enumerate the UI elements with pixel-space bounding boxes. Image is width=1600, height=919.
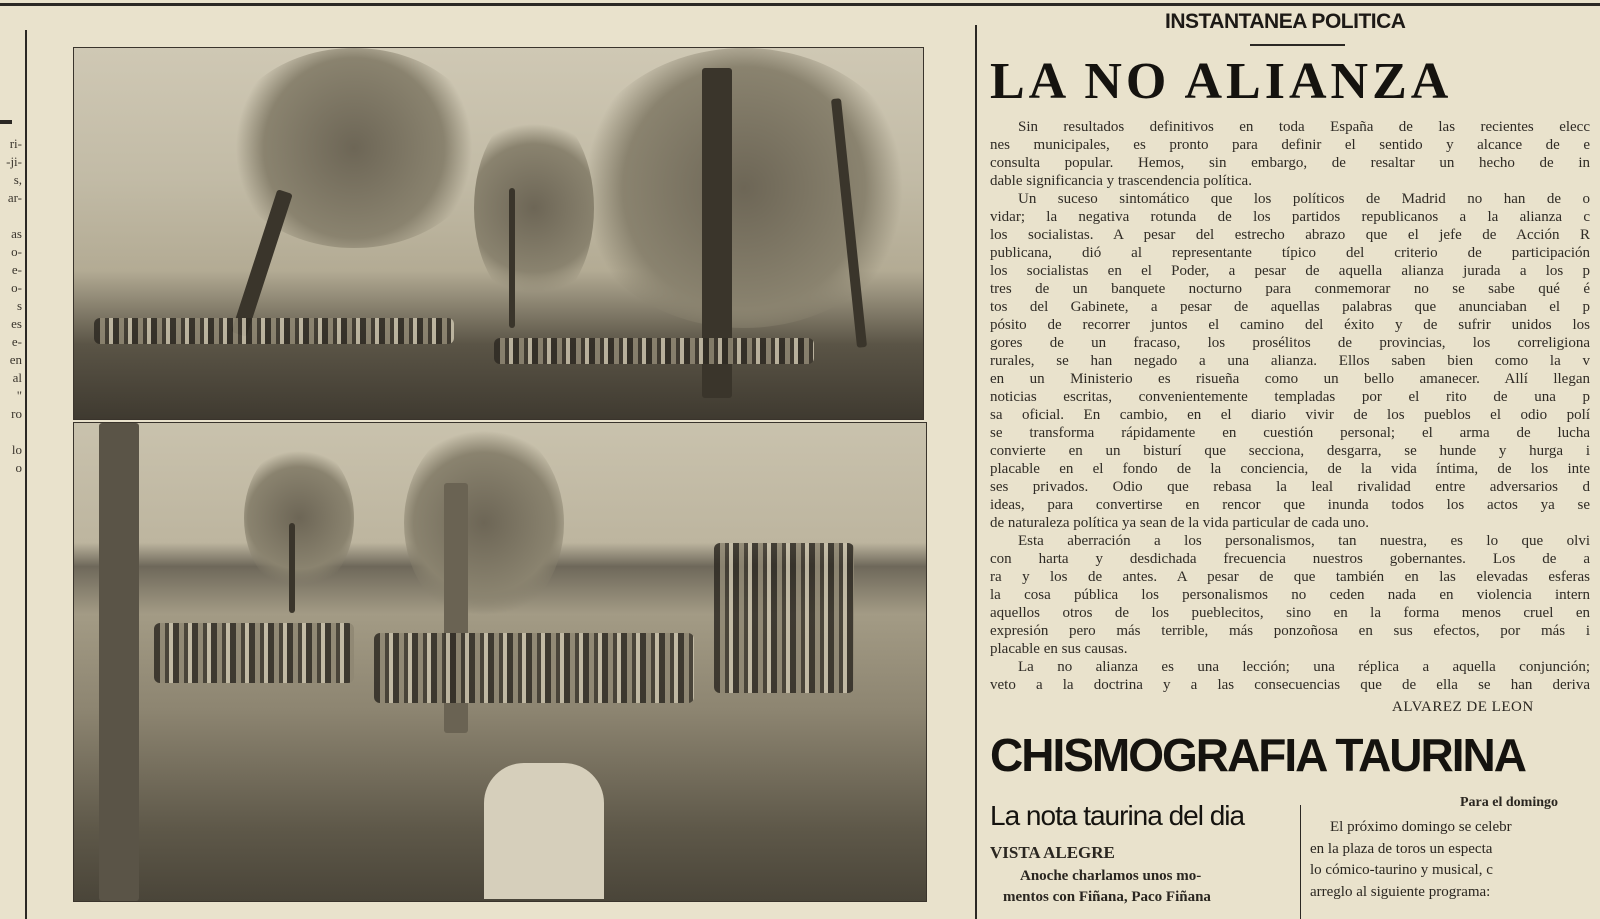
article-line: gores de un fracaso, los prosélitos de provincias, los correligiona [990,335,1590,351]
left-column-fragment: ro [11,406,22,421]
crowd [154,623,354,683]
article-line: publicana, dió al representante típico del criterio de participación [990,245,1590,261]
article-line: la cosa pública los personalismos no ceden nada en violencia intern [990,587,1590,603]
article-line: de naturaleza política ya sean de la vida particular de cada uno. [990,515,1369,531]
tree-crown [404,423,564,623]
article-line: Esta aberración a los personalismos, tan nuestra, es lo que olvi [1018,533,1590,549]
article-line: ra y los de antes. A pesar de que también en las elevadas esferas [990,569,1590,585]
tree-crown [574,48,914,328]
article-line: pósito de recorrer juntos el camino del éxito y de sufrir unidos los [990,317,1590,333]
crowd [714,543,854,693]
taurina-section: VISTA ALEGRE [990,843,1115,862]
article-headline: LA NO ALIANZA [990,53,1453,110]
article-line: vidar; la negativa rotunda de los partidos republicanos a la alianza c [990,209,1590,225]
article-line: nes municipales, es pronto para definir el sentido y alcance de e [990,137,1590,153]
left-column-fragment [0,423,22,441]
article-line: los socialistas en el Poder, a pesar de aquella alianza jurada a los p [990,263,1590,279]
left-column-rule [25,30,27,919]
tree-trunk [509,188,515,328]
article-line: dable significancia y trascendencia política. [990,173,1252,189]
left-column-fragment: " [16,388,22,403]
article-line: rurales, se han negado a una alianza. Ellos saben bien como la v [990,353,1590,369]
article-line: sa oficial. En cambio, en el diario vivir de los pueblos el odio polí [990,407,1590,423]
taurina-right-line: lo cómico-taurino y musical, c [1310,862,1493,878]
taurina-left-line: mentos con Fiñana, Paco Fiñana [1003,889,1211,905]
tree-trunk [289,523,295,613]
article-line: con harta y desdichada frecuencia nuestros gobernantes. Los de a [990,551,1590,567]
crowd [494,338,814,364]
left-column-fragment: e- [11,262,22,277]
article-line: La no alianza es una lección; una réplica a aquella conjunción; [1018,659,1590,675]
taurina-right-heading: Para el domingo [1460,795,1558,810]
right-column-rule [975,25,977,919]
article-line: placable en el fondo de la conciencia, de la vida íntima, de los inte [990,461,1590,477]
seated-figure [484,763,604,899]
article-line: en un Ministerio es risueña como un bello amanecer. Allí llegan [990,371,1590,387]
top-border [0,3,1600,6]
article-line: tres de un banquete nocturno para conmemorar no se sabe qué é [990,281,1590,297]
left-column-fragment: o [15,460,22,475]
left-column-fragment: s, [13,172,22,187]
left-column-fragment: -ji- [6,154,22,169]
taurina-subhead: La nota taurina del dia [990,800,1245,831]
left-column-fragment: lo [11,442,22,457]
left-column-fragment: o- [11,280,22,295]
article-line: noticias escritas, convenientemente templadas por el rito de una p [990,389,1590,405]
tree-crown [224,48,484,248]
left-column-fragment: as [11,226,22,241]
left-column-fragment: s [16,298,22,313]
article-line: placable en sus causas. [990,641,1128,657]
article-line: tos del Gabinete, a pesar de aquellas palabras que anunciaban el p [990,299,1590,315]
tree-crown [244,443,354,593]
article-line: ideas, para convertirse en rencor que inunda todos los actos ya se [990,497,1590,513]
article-signature: ALVAREZ DE LEON [1392,699,1534,715]
taurina-right-line: arreglo al siguiente programa: [1310,884,1491,900]
article-line: Un suceso sintomático que los políticos de Madrid no han de o [1018,191,1590,207]
article-line: expresión pero más terrible, más ponzoñosa en sus efectos, por más i [990,623,1590,639]
left-column-fragment: o- [11,244,22,259]
left-column-fragment: al [12,370,22,385]
article-line: ses privados. Odio que rebasa la leal rivalidad entre adversarios d [990,479,1590,495]
article-line: se transforma rápidamente en cuestión personal; el arma de lucha [990,425,1590,441]
left-column-fragment: ri- [9,136,22,151]
taurina-right-line: El próximo domingo se celebr [1330,819,1512,835]
article-line: consulta popular. Hemos, sin embargo, de resaltar un hecho de in [990,155,1590,171]
taurina-column-rule [1300,805,1301,919]
taurina-right-line: en la plaza de toros un especta [1310,841,1493,857]
left-column-fragments [0,135,22,477]
kicker-underline [1250,44,1345,46]
left-column-fragment: es [11,316,22,331]
article-line: convierte en un bisturí que secciona, desgarra, se hunde y hurga i [990,443,1590,459]
taurina-left-line: Anoche charlamos unos mo- [1020,868,1202,884]
article-line: los socialistas. A pesar del estrecho abrazo que el jefe de Acción R [990,227,1590,243]
article-line: aquellos otros de los pueblecitos, sino en la forma menos cruel en [990,605,1590,621]
taurina-headline: CHISMOGRAFIA TAURINA [990,729,1525,781]
article-body [990,118,1590,694]
photo-picnic-hillside [73,47,924,420]
article-line: veto a la doctrina y a las consecuencias que de ella se han deriva [990,677,1590,693]
left-column-fragment: e- [11,334,22,349]
left-column-fragment: en [9,352,22,367]
left-column-fragment: ar- [7,190,22,205]
left-column-fragment [0,207,22,225]
article-kicker: INSTANTANEA POLITICA [1165,10,1406,33]
crowd [374,633,694,703]
left-fragment-dash [0,120,12,124]
tree-trunk [99,423,139,901]
article-line: Sin resultados definitivos en toda España de las recientes elecc [1018,119,1590,135]
photo-picnic-meadow [73,422,927,902]
crowd [94,318,454,344]
